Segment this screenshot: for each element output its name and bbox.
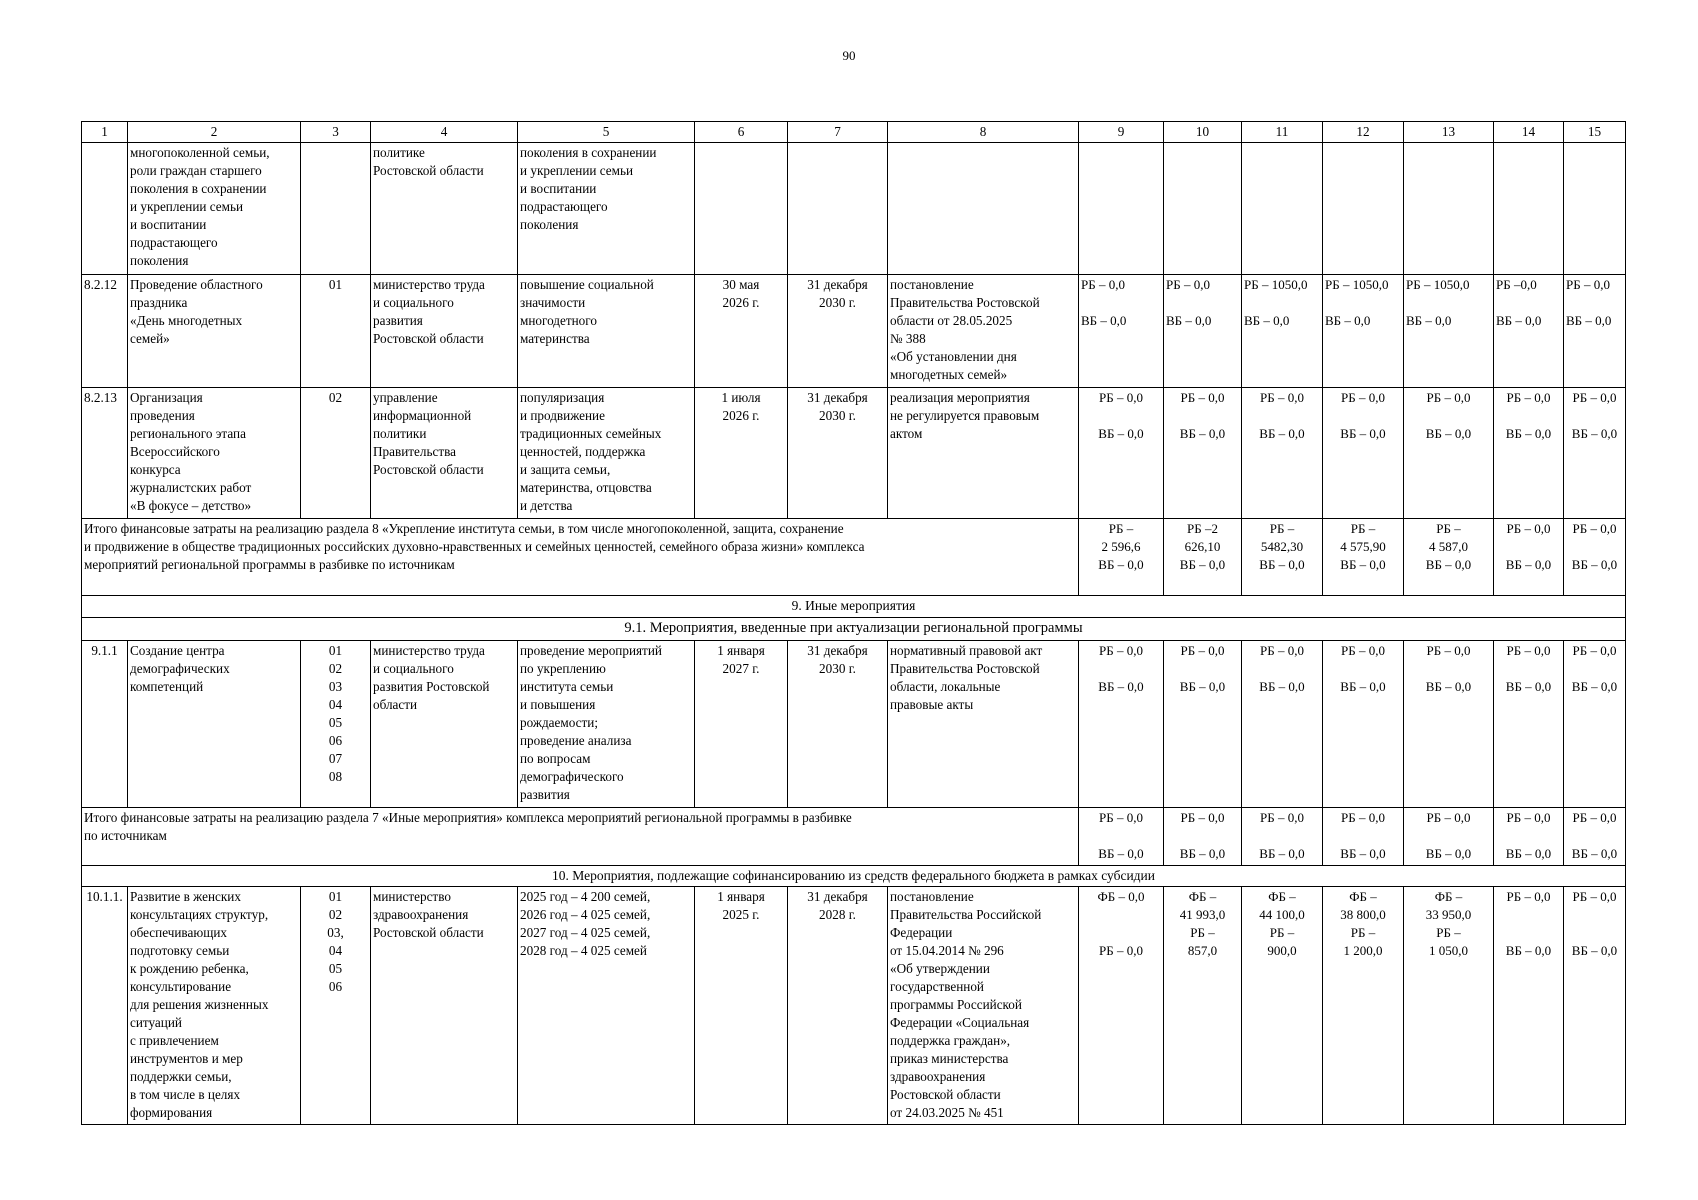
cell-name: Создание центра демографических компетенций xyxy=(128,641,301,808)
cell-code: 01 02 03 04 05 06 07 08 xyxy=(301,641,371,808)
cell-number: 8.2.12 xyxy=(82,275,128,388)
cell-finance: РБ – 0,0 ВБ – 0,0 xyxy=(1404,808,1494,866)
cell-name: Развитие в женских консультациях структур, обеспечивающих подготовку семьи к рождению ребенка, консультирование для решения жизненных ситуаций с привлечением инструментов и мер поддержки семьи, в том числе в целях формирования xyxy=(128,887,301,1125)
header-cell: 14 xyxy=(1494,122,1564,143)
cell-executor: министерство здравоохранения Ростовской области xyxy=(371,887,518,1125)
cell-start-date: 30 мая 2026 г. xyxy=(695,275,788,388)
cell-finance: РБ – 0,0 ВБ – 0,0 xyxy=(1242,388,1323,519)
header-cell: 13 xyxy=(1404,122,1494,143)
cell-finance: РБ – 0,0 ВБ – 0,0 xyxy=(1564,275,1626,388)
header-cell: 3 xyxy=(301,122,371,143)
cell-finance: РБ – 0,0 ВБ – 0,0 xyxy=(1323,388,1404,519)
cell-finance: РБ – 0,0 ВБ – 0,0 xyxy=(1404,641,1494,808)
cell-finance: РБ – 0,0 ВБ – 0,0 xyxy=(1242,641,1323,808)
cell-result: поколения в сохранении и укреплении семьи и воспитании подрастающего поколения xyxy=(518,143,695,275)
header-cell: 8 xyxy=(888,122,1079,143)
header-cell: 12 xyxy=(1323,122,1404,143)
cell-end-date: 31 декабря 2028 г. xyxy=(788,887,888,1125)
table-row-continuation xyxy=(82,143,1626,275)
cell-finance: РБ – 0,0 ВБ – 0,0 xyxy=(1079,275,1164,388)
cell-finance: РБ –0,0 ВБ – 0,0 xyxy=(1494,275,1564,388)
cell-finance: РБ – 0,0 ВБ – 0,0 xyxy=(1079,641,1164,808)
table-row-total-section-8 xyxy=(82,519,1626,596)
cell-finance: РБ – 0,0 ВБ – 0,0 xyxy=(1564,887,1626,1125)
cell-legal-act: постановление Правительства Ростовской области от 28.05.2025 № 388 «Об установлении дня многодетных семей» xyxy=(888,275,1079,388)
cell-number: 10.1.1. xyxy=(82,887,128,1125)
cell-finance: РБ – 0,0 ВБ – 0,0 xyxy=(1164,388,1242,519)
cell-start-date: 1 июля 2026 г. xyxy=(695,388,788,519)
total-label: Итого финансовые затраты на реализацию раздела 7 «Иные мероприятия» комплекса мероприятий региональной программы в разбивке по источникам xyxy=(82,808,1079,866)
cell-finance: ФБ – 44 100,0 РБ – 900,0 xyxy=(1242,887,1323,1125)
cell-finance: РБ –2 626,10 ВБ – 0,0 xyxy=(1164,519,1242,596)
header-cell: 15 xyxy=(1564,122,1626,143)
header-cell: 10 xyxy=(1164,122,1242,143)
cell-start-date: 1 января 2027 г. xyxy=(695,641,788,808)
cell-end-date: 31 декабря 2030 г. xyxy=(788,388,888,519)
cell-number: 8.2.13 xyxy=(82,388,128,519)
cell-finance: РБ – 0,0 ВБ – 0,0 xyxy=(1494,641,1564,808)
cell-finance: РБ – 0,0 ВБ – 0,0 xyxy=(1494,519,1564,596)
cell-finance: РБ – 4 587,0 ВБ – 0,0 xyxy=(1404,519,1494,596)
table-row-total-section-7 xyxy=(82,808,1626,866)
cell-code: 01 02 03, 04 05 06 xyxy=(301,887,371,1125)
cell-result: популяризация и продвижение традиционных семейных ценностей, поддержка и защита семьи, материнства, отцовства и детства xyxy=(518,388,695,519)
table-row-10-1-1 xyxy=(82,887,1626,1125)
cell-result: 2025 год – 4 200 семей, 2026 год – 4 025 семей, 2027 год – 4 025 семей, 2028 год – 4 025 семей xyxy=(518,887,695,1125)
cell-name: Проведение областного праздника «День многодетных семей» xyxy=(128,275,301,388)
cell-executor: министерство труда и социального развития Ростовской области xyxy=(371,641,518,808)
cell-finance: РБ – 0,0 ВБ – 0,0 xyxy=(1323,808,1404,866)
cell-code: 02 xyxy=(301,388,371,519)
cell-executor: политике Ростовской области xyxy=(371,143,518,275)
cell-executor: министерство труда и социального развития Ростовской области xyxy=(371,275,518,388)
page-number: 90 xyxy=(842,48,856,63)
cell-name: многопоколенной семьи, роли граждан старшего поколения в сохранении и укреплении семьи и воспитании подрастающего поколения xyxy=(128,143,301,275)
cell-legal-act: нормативный правовой акт Правительства Ростовской области, локальные правовые акты xyxy=(888,641,1079,808)
program-table xyxy=(81,121,1626,1125)
header-cell: 6 xyxy=(695,122,788,143)
cell-finance: РБ – 5482,30 ВБ – 0,0 xyxy=(1242,519,1323,596)
section-title: 10. Мероприятия, подлежащие софинансированию из средств федерального бюджета в рамках субсидии xyxy=(82,866,1626,887)
cell-finance: ФБ – 0,0 РБ – 0,0 xyxy=(1079,887,1164,1125)
cell-finance: РБ – 0,0 ВБ – 0,0 xyxy=(1164,808,1242,866)
cell-name: Организация проведения регионального этапа Всероссийского конкурса журналистских работ «В фокусе – детство» xyxy=(128,388,301,519)
cell-finance: РБ – 0,0 ВБ – 0,0 xyxy=(1564,388,1626,519)
cell-end-date: 31 декабря 2030 г. xyxy=(788,641,888,808)
table-row-9-1-1 xyxy=(82,641,1626,808)
cell-finance: РБ – 0,0 ВБ – 0,0 xyxy=(1242,808,1323,866)
cell-finance: РБ – 0,0 ВБ – 0,0 xyxy=(1494,887,1564,1125)
table-row-8-2-12 xyxy=(82,275,1626,388)
section-header-row xyxy=(82,866,1626,887)
cell-finance: ФБ – 33 950,0 РБ – 1 050,0 xyxy=(1404,887,1494,1125)
section-header-row xyxy=(82,618,1626,641)
section-header-row xyxy=(82,596,1626,618)
cell-legal-act: постановление Правительства Российской Федерации от 15.04.2014 № 296 «Об утверждении государственной программы Российской Федерации «Социальная поддержка граждан», приказ министерства здравоохранения Ростовской области от 24.03.2025 № 451 xyxy=(888,887,1079,1125)
cell-finance: РБ – 0,0 ВБ – 0,0 xyxy=(1564,519,1626,596)
cell-finance: РБ – 1050,0 ВБ – 0,0 xyxy=(1404,275,1494,388)
cell-finance: ФБ – 38 800,0 РБ – 1 200,0 xyxy=(1323,887,1404,1125)
cell-finance: РБ – 0,0 ВБ – 0,0 xyxy=(1164,275,1242,388)
header-cell: 1 xyxy=(82,122,128,143)
cell-finance: РБ – 4 575,90 ВБ – 0,0 xyxy=(1323,519,1404,596)
total-label: Итого финансовые затраты на реализацию раздела 8 «Укрепление института семьи, в том числе многопоколенной, защита, сохранение и продвижение в обществе традиционных российских духовно-нравственных и семейных ценностей, семейного образа жизни» комплекса мероприятий региональной программы в разбивке по источникам xyxy=(82,519,1079,596)
cell-finance: ФБ – 41 993,0 РБ – 857,0 xyxy=(1164,887,1242,1125)
cell-finance: РБ – 1050,0 ВБ – 0,0 xyxy=(1323,275,1404,388)
cell-finance: РБ – 0,0 ВБ – 0,0 xyxy=(1404,388,1494,519)
cell-finance: РБ – 0,0 ВБ – 0,0 xyxy=(1564,641,1626,808)
header-cell: 5 xyxy=(518,122,695,143)
header-cell: 2 xyxy=(128,122,301,143)
section-title: 9. Иные мероприятия xyxy=(82,596,1626,618)
header-cell: 9 xyxy=(1079,122,1164,143)
cell-finance: РБ – 0,0 ВБ – 0,0 xyxy=(1494,388,1564,519)
cell-finance: РБ – 0,0 ВБ – 0,0 xyxy=(1164,641,1242,808)
cell-finance: РБ – 1050,0 ВБ – 0,0 xyxy=(1242,275,1323,388)
table-row-8-2-13 xyxy=(82,388,1626,519)
cell-code: 01 xyxy=(301,275,371,388)
cell-finance: РБ – 0,0 ВБ – 0,0 xyxy=(1079,388,1164,519)
cell-finance: РБ – 2 596,6 ВБ – 0,0 xyxy=(1079,519,1164,596)
header-row xyxy=(82,122,1626,143)
cell-finance: РБ – 0,0 ВБ – 0,0 xyxy=(1494,808,1564,866)
header-cell: 11 xyxy=(1242,122,1323,143)
cell-number: 9.1.1 xyxy=(82,641,128,808)
header-cell: 7 xyxy=(788,122,888,143)
cell-start-date: 1 января 2025 г. xyxy=(695,887,788,1125)
cell-finance: РБ – 0,0 ВБ – 0,0 xyxy=(1323,641,1404,808)
cell-executor: управление информационной политики Правительства Ростовской области xyxy=(371,388,518,519)
cell-legal-act: реализация мероприятия не регулируется правовым актом xyxy=(888,388,1079,519)
cell-result: проведение мероприятий по укреплению института семьи и повышения рождаемости; проведение анализа по вопросам демографического развития xyxy=(518,641,695,808)
cell-result: повышение социальной значимости многодетного материнства xyxy=(518,275,695,388)
cell-finance: РБ – 0,0 ВБ – 0,0 xyxy=(1079,808,1164,866)
cell-end-date: 31 декабря 2030 г. xyxy=(788,275,888,388)
subsection-title: 9.1. Мероприятия, введенные при актуализации региональной программы xyxy=(82,618,1626,641)
header-cell: 4 xyxy=(371,122,518,143)
cell-finance: РБ – 0,0 ВБ – 0,0 xyxy=(1564,808,1626,866)
